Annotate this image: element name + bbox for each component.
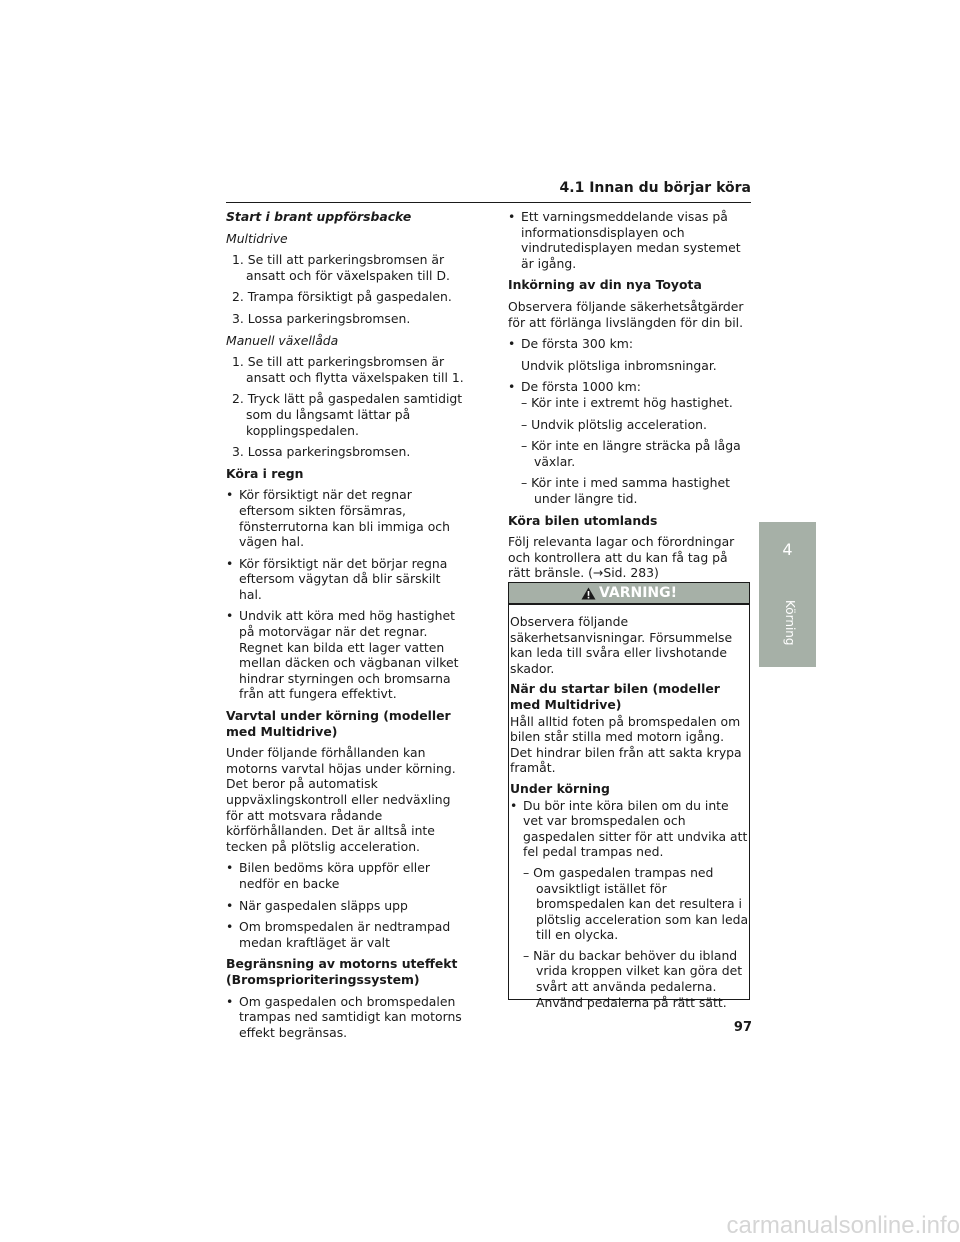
warning-body xyxy=(509,605,749,1010)
warning-intro: Observera följande säkerhetsanvisningar. Försummelse kan leda till svåra eller livshotande skador. xyxy=(510,614,733,676)
bullet-item: • Om bromspedalen är nedtrampad medan kraftläget är valt xyxy=(226,919,451,950)
bullet-item: • De första 1000 km: xyxy=(508,379,641,395)
bullet-item: • De första 300 km: xyxy=(508,336,633,352)
warning-paragraph: Håll alltid foten på bromspedalen om bilen står stilla med motorn igång. Det hindrar bilen från att sakta krypa framåt. xyxy=(510,713,742,776)
subheading-multidrive: Multidrive xyxy=(226,230,288,246)
warning-label: VARNING! xyxy=(598,585,678,601)
chapter-tab xyxy=(759,522,816,667)
bullet-item: • När gaspedalen släpps upp xyxy=(226,897,408,913)
dash-item: – Kör inte i extremt hög hastighet. xyxy=(521,394,733,410)
right-column xyxy=(508,209,751,587)
bullet-item: • Om gaspedalen och bromspedalen trampas ned samtidigt kan motorns effekt begränsas. xyxy=(226,993,462,1040)
bullet-item: • Kör försiktigt när det börjar regna eftersom vägytan då blir särskilt hal. xyxy=(226,555,448,602)
left-column xyxy=(226,209,466,1046)
chapter-number: 4 xyxy=(782,540,793,559)
section-title: 4.1 Innan du börjar köra xyxy=(559,180,751,196)
heading-steep-start: Start i brant uppförsbacke xyxy=(226,209,412,224)
watermark: carmanualsonline.info xyxy=(726,1212,960,1239)
warning-triangle-icon xyxy=(581,587,596,600)
numbered-step: 2. Tryck lätt på gaspedalen samtidigt som du långsamt lättar på kopplingspedalen. xyxy=(232,391,463,438)
dash-item: – Undvik plötslig acceleration. xyxy=(521,416,707,432)
bullet-item: • Ett varningsmeddelande visas på informationsdisplayen och vindrutedisplayen medan systemet är igång. xyxy=(508,209,741,271)
heading-break-in: Inkörning av din nya Toyota xyxy=(508,277,702,293)
subheading-manual: Manuell växellåda xyxy=(226,332,339,348)
numbered-step: 1. Se till att parkeringsbromsen är ansatt och flytta växelspaken till 1. xyxy=(232,354,464,385)
numbered-step: 3. Lossa parkeringsbromsen. xyxy=(232,310,411,326)
dash-item: – Kör inte en längre sträcka på låga växlar. xyxy=(521,438,741,469)
page-number: 97 xyxy=(733,1020,752,1035)
heading-rpm: Varvtal under körning (modeller med Multidrive) xyxy=(226,708,451,739)
warning-dash-item: – När du backar behöver du ibland vrida kroppen vilket kan göra det svårt att använda pedalerna. Använd pedalerna på rätt sätt. xyxy=(523,947,743,1010)
heading-power-limit: Begränsning av motorns uteffekt (Bromsprioriteringssystem) xyxy=(226,956,458,987)
numbered-step: 1. Se till att parkeringsbromsen är ansatt och för växelspaken till D. xyxy=(232,252,450,283)
chapter-label: Körning xyxy=(783,600,797,646)
warning-header xyxy=(509,583,749,605)
bullet-item: • Bilen bedöms köra uppför eller nedför en backe xyxy=(226,860,430,891)
dash-item: – Kör inte i med samma hastighet under längre tid. xyxy=(521,475,730,506)
paragraph-rpm: Under följande förhållanden kan motorns varvtal höjas under körning. Det beror på automatisk uppväxlingskontroll eller nedväxling för att motsvara rådande körförhållanden. Det är alltså inte tecken på plötslig acceleration. xyxy=(226,745,456,854)
dash-list xyxy=(508,395,751,507)
warning-heading-driving: Under körning xyxy=(510,780,610,796)
paragraph-break-in: Observera följande säkerhetsåtgärder för att förlänga livslängden för din bil. xyxy=(508,298,744,330)
bullet-item: • Kör försiktigt när det regnar eftersom sikten försämras, fönsterrutorna kan bli immiga och vägen hal. xyxy=(226,487,450,550)
page-header xyxy=(226,180,751,203)
numbered-step: 3. Lossa parkeringsbromsen. xyxy=(232,444,411,460)
paragraph-abroad: Följ relevanta lagar och förordningar och kontrollera att du kan få tag på rätt bränsle. (→Sid. 283) xyxy=(508,534,735,581)
heading-rain: Köra i regn xyxy=(226,465,304,481)
heading-abroad: Köra bilen utomlands xyxy=(508,512,658,528)
warning-heading-start: När du startar bilen (modeller med Multidrive) xyxy=(510,681,720,712)
warning-box xyxy=(508,582,750,1010)
warning-bullet: • Du bör inte köra bilen om du inte vet var bromspedalen och gaspedalen sitter för att undvika att fel pedal trampas ned. xyxy=(510,797,748,860)
numbered-step: 2. Trampa försiktigt på gaspedalen. xyxy=(232,289,452,305)
bullet-item: • Undvik att köra med hög hastighet på motorvägar när det regnar. Regnet kan bilda ett lager vatten mellan däcken och vägbanan vilket hindrar styrningen och bromsarna från att fungera effektivt. xyxy=(226,608,459,702)
bullet-subtext: Undvik plötsliga inbromsningar. xyxy=(521,357,717,373)
warning-dash-item: – Om gaspedalen trampas ned oavsiktligt istället för bromspedalen kan det resultera i plötslig acceleration som kan leda till en olycka. xyxy=(523,864,749,943)
